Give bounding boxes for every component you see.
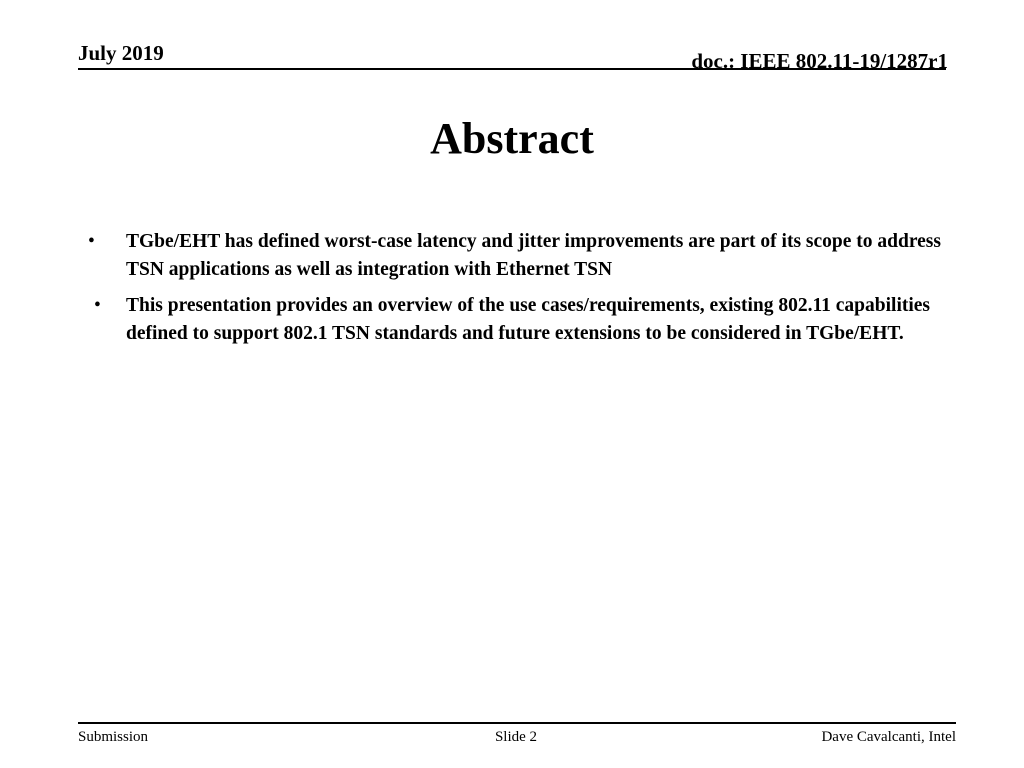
bullet-text: TGbe/EHT has defined worst-case latency and jitter improvements are part of its scope to address TSN applications as well as integration with Ethernet TSN bbox=[126, 231, 941, 280]
footer-slide-number: Slide 2 bbox=[494, 729, 538, 745]
bullet-item bbox=[86, 292, 966, 348]
bullet-item bbox=[86, 228, 966, 284]
footer-divider bbox=[78, 722, 956, 724]
header-doc-id: doc.: IEEE 802.11-19/1287r1 bbox=[691, 49, 948, 73]
bullet-dot-icon: • bbox=[88, 231, 95, 252]
bullet-text: This presentation provides an overview of the use cases/requirements, existing 802.11 capabilities defined to support 802.1 TSN standards and future extensions to be considered in TGbe/EHT. bbox=[126, 295, 931, 344]
bullet-dot-icon: • bbox=[94, 295, 101, 316]
slide-title: Abstract bbox=[430, 114, 594, 163]
footer-author: Dave Cavalcanti, Intel bbox=[821, 729, 956, 745]
footer-submission: Submission bbox=[78, 729, 149, 745]
bullet-list bbox=[86, 228, 966, 356]
header-date: July 2019 bbox=[78, 41, 164, 65]
header-divider bbox=[78, 68, 946, 70]
